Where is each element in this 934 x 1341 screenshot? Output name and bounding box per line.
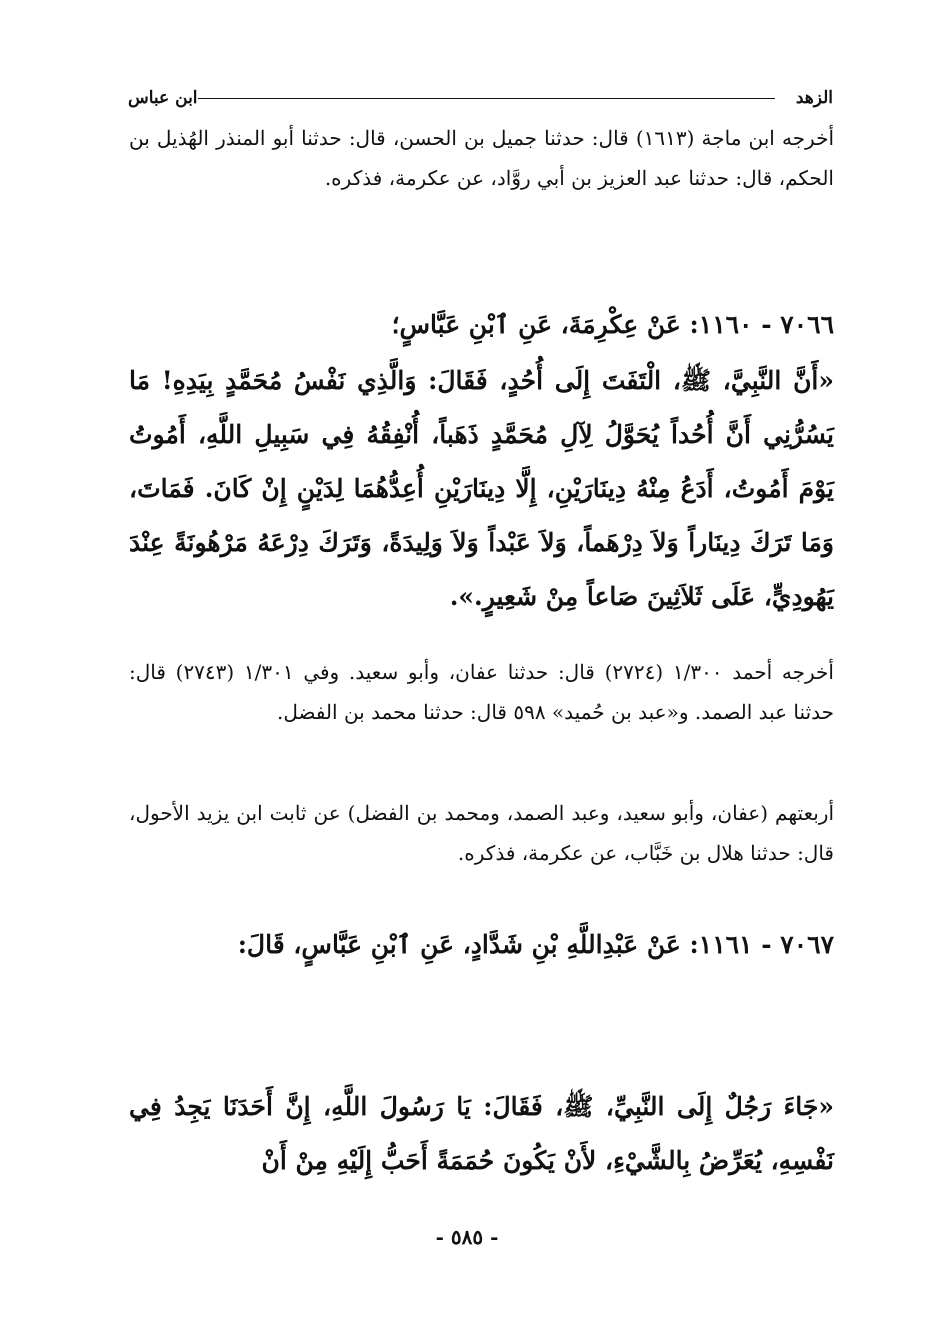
hadith-heading-7066: ٧٠٦٦ - ١١٦٠: عَنْ عِكْرِمَةَ، عَنِ ٱبْنِ عَبَّاسٍ؛: [391, 310, 834, 339]
takhrij-note-3: أربعتهم (عفان، وأبو سعيد، وعبد الصمد، ومحمد بن الفضل) عن ثابت ابن يزيد الأحول، قال: حدثنا هلال بن خَبَّاب، عن عكرمة، فذكره.: [129, 801, 834, 865]
header-rule: [198, 98, 775, 99]
page-number: - ٥٨٥ -: [435, 1225, 499, 1249]
hadith-text-7067: «جَاءَ رَجُلٌ إِلَى النَّبِيِّ، ﷺ، فَقَالَ: يَا رَسُولَ اللَّهِ، إِنَّ أَحَدَنَا يَجِدُ فِي نَفْسِهِ، يُعَرِّضُ بِالشَّيْءِ، لأَنْ يَكُونَ حُمَمَةً أَحَبُّ إِلَيْهِ مِنْ أَنْ: [129, 1092, 834, 1175]
hadith-heading-7067: ٧٠٦٧ - ١١٦١: عَنْ عَبْدِاللَّهِ بْنِ شَدَّادٍ، عَنِ ٱبْنِ عَبَّاسٍ، قَالَ:: [237, 930, 834, 959]
header-book-title: الزهد: [795, 88, 833, 108]
takhrij-note-1: أخرجه ابن ماجة (١٦١٣) قال: حدثنا جميل بن الحسن، قال: حدثنا أبو المنذر الهُذيل بن الحكم، قال: حدثنا عبد العزيز بن أبي روَّاد، عن عكرمة، فذكره.: [129, 126, 835, 190]
hadith-text-7066: «أَنَّ النَّبِيَّ، ﷺ، الْتَفَتَ إِلَى أُحُدٍ، فَقَالَ: وَالَّذِي نَفْسُ مُحَمَّدٍ بِيَدِهِ! مَا يَسُرُّنِي أَنَّ أُحُداً يُحَوَّلُ لِآلِ مُحَمَّدٍ ذَهَباً، أُنْفِقُهُ فِي سَبِيلِ اللَّهِ، أَمُوتُ يَوْمَ أَمُوتُ، أَدَعُ مِنْهُ دِينَارَيْنِ، إِلَّا دِينَارَيْنِ أُعِدُّهُمَا لِدَيْنٍ إِنْ كَانَ. فَمَاتَ، وَمَا تَرَكَ دِينَاراً وَلاَ دِرْهَماً، وَلاَ عَبْداً وَلاَ وَلِيدَةً، وَتَرَكَ دِرْعَهُ مَرْهُونَةً عِنْدَ يَهُودِيٍّ، عَلَى ثَلاَثِينَ صَاعاً مِنْ شَعِيرٍ.».: [129, 366, 834, 611]
takhrij-note-2: أخرجه أحمد ١/٣٠٠ (٢٧٢٤) قال: حدثنا عفان، وأبو سعيد. وفي ١/٣٠١ (٢٧٤٣) قال: حدثنا عبد الصمد. و«عبد بن حُميد» ٥٩٨ قال: حدثنا محمد بن الفضل.: [129, 660, 834, 724]
running-header: [128, 88, 833, 112]
header-section-title: ابن عباس: [128, 88, 198, 108]
